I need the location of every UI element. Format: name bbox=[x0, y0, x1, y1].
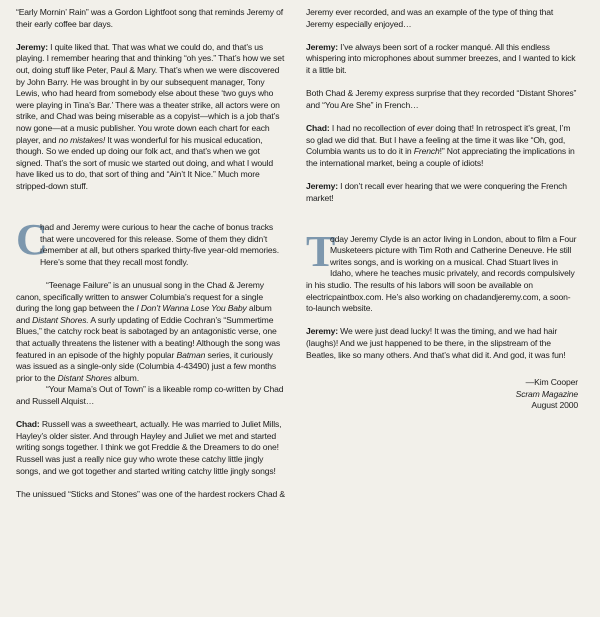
drop-cap: T bbox=[306, 226, 336, 276]
right-column bbox=[306, 7, 578, 412]
teenage-failure-paragraph: “Teenage Failure” is an unusual song in the Chad & Jeremy canon, specifically written to answer Columbia’s request for a single during the long gap between the I Don’t Wanna Lose You Baby album and Distant Shores. A surly updating of Eddie Cochran’s “Summertime Blues,” the catchy rock beat is sabotaged by an antagonistic verse, one that actually threatens the listener with a beating! Although the song was featured in an episode of the highly popular Batman series, it curiously was issued as a single-only side (Columbia 4-43490) just a few months prior to the Distant Shores album. bbox=[16, 280, 281, 383]
your-mamas-paragraph: “Your Mama’s Out of Town” is a likeable romp co-written by Chad and Russell Alquist… bbox=[16, 384, 284, 406]
sticks-and-stones-paragraph: The unissued “Sticks and Stones” was one of the hardest rockers Chad & bbox=[16, 488, 285, 499]
signature-date: August 2000 bbox=[531, 400, 578, 411]
quote-jeremy-french-market: Jeremy: I don’t recall ever hearing that we were conquering the French market! bbox=[306, 180, 567, 203]
quote-chad-french: Chad: I had no recollection of ever doing that! In retrospect it’s great, I’m so glad we did that. But I have a feeling at the time it was like “Oh, god, Columbia wants us to do it in French!” Not appreciating the implications in the international market, being a couple of idiots! bbox=[306, 122, 575, 168]
signature-author: —Kim Cooper bbox=[525, 377, 578, 388]
quote-jeremy-folk: Jeremy: I quite liked that. That was what we could do, and that’s us playing. I remember hearing that and thinking “oh yes.” That’s how we set out, doing stuff like Peter, Paul & Mary. That’s when we were discovered by John Barry. He was brought in by our subsequent manager, Tony Lewis, who had heard from somebody else about these ‘two guys who were playing in Tina’s Bar.’ There was a theater strike, all actors were on strike, and Chad was being miserable as a copyist—which is a job that’s now gone—at a music publisher. You wrote down each chart for each player, and no mistakes! It was wonderful for his musical education, though. So we ended up doing our folk act, and that’s when we got signed. That’s the sort of music we started out doing, and what I would have liked us to do, that sort of thing and “Ain’t It Nice.” Much more stripped-down stuff. bbox=[16, 41, 285, 191]
intro-early-mornin-rain: “Early Mornin’ Rain” was a Gordon Lightfoot song that reminds Jeremy of their early coffee bar days. bbox=[16, 7, 284, 29]
french-recordings-paragraph: Both Chad & Jeremy express surprise that they recorded “Distant Shores” and “You Are She” in French… bbox=[306, 88, 577, 110]
drop-cap: C bbox=[16, 215, 48, 265]
speaker-label: Jeremy: bbox=[306, 180, 338, 191]
signature-block bbox=[306, 377, 578, 412]
today-paragraph: T oday Jeremy Clyde is an actor living in London, about to film a Four Musketeers picture with Tim Roth and Catherine Deneuve. He still writes songs, and is working on a musical. Chad Stuart lives in Idaho, where he teaches music privately, and records compulsively in his studio. The results of his labors will soon be available on electricpaintbox.com. He’s also working on chadandjeremy.com, a soon-to-launch website. bbox=[306, 226, 577, 314]
continued-paragraph: Jeremy ever recorded, and was an example of the type of thing that Jeremy especially enjoyed… bbox=[306, 7, 554, 29]
speaker-label: Jeremy: bbox=[306, 326, 338, 337]
speaker-label: Jeremy: bbox=[16, 41, 48, 52]
left-column bbox=[16, 7, 286, 512]
quote-jeremy-rocker: Jeremy: I’ve always been sort of a rocker manqué. All this endless whispering into microphones about summer breezes, and I wanted to kick it a little bit. bbox=[306, 41, 576, 75]
speaker-label: Chad: bbox=[306, 122, 330, 133]
speaker-label: Jeremy: bbox=[306, 41, 338, 52]
bonus-tracks-intro: C had and Jeremy were curious to hear the cache of bonus tracks that were uncovered for this release. Some of them they didn’t remember at all, but others sparked thirty-five year-old memories. Here’s some that they recall most fondly. bbox=[16, 215, 279, 267]
quote-jeremy-lucky: Jeremy: We were just dead lucky! It was the timing, and we had hair (laughs)! And we just happened to be there, in the slipstream of the Beatles, like so many others. And that’s what did it. And god, it was fun! bbox=[306, 326, 566, 360]
signature-publication: Scram Magazine bbox=[515, 388, 578, 399]
quote-chad-russell: Chad: Russell was a sweetheart, actually. He was married to Juliet Mills, Hayley’s older sister. And through Hayley and Juliet we met and started writing songs together. I think we got Freddie & the Dreamers to do one! Russell was just a really nice guy who wrote these catchy little jingly songs, and we got together and started writing catchy little jingly songs! bbox=[16, 419, 282, 476]
speaker-label: Chad: bbox=[16, 419, 40, 430]
